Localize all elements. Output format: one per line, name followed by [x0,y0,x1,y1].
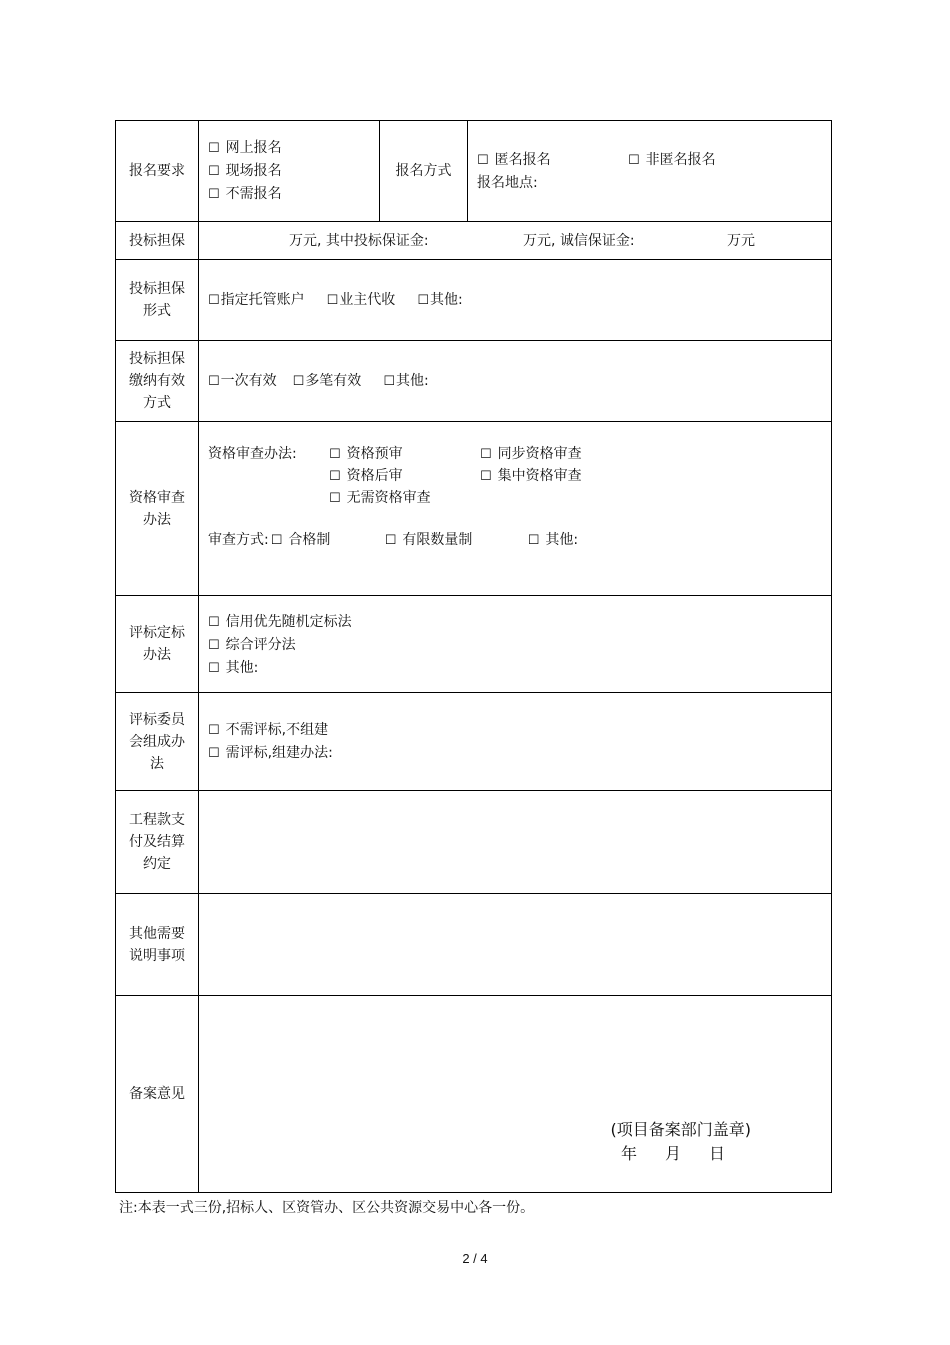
label-registration-method: 报名方式 [380,121,468,222]
option-sync-review[interactable]: ☐ 同步资格审查 [480,446,582,462]
evaluation-options [199,596,832,693]
filing-form-table [115,120,832,1193]
registration-method-options [468,121,832,222]
option-anonymous[interactable]: ☐ 匿名报名 [477,151,551,168]
option-limited-quantity[interactable]: ☐ 有限数量制 [384,532,473,548]
checkbox-icon[interactable]: ☐ [208,292,220,308]
label-guarantee-payment: 投标担保 缴纳有效 方式 [116,341,199,422]
guarantee-unit-3: 万元 [727,233,755,249]
option-credit-random[interactable]: ☐ 信用优先随机定标法 [208,614,352,630]
checkbox-icon[interactable]: ☐ [480,447,492,462]
label-record: 备案意见 [116,996,199,1193]
checkbox-icon[interactable]: ☐ [329,491,341,506]
page-number: 2 / 4 [462,1251,488,1266]
option-qualified[interactable]: ☐ 合格制 [270,532,331,548]
option-once-valid[interactable]: ☐一次有效 [208,372,277,389]
option-no-committee[interactable]: ☐ 不需评标,不组建 [208,721,329,738]
option-prequalification[interactable]: ☐ 资格预审 [329,446,403,462]
label-guarantee: 投标担保 [116,222,199,260]
option-multi-valid[interactable]: ☐多笔有效 [292,372,362,389]
method-line [477,149,831,172]
label-evaluation: 评标定标 办法 [116,596,199,693]
checkbox-icon[interactable]: ☐ [527,533,540,548]
option-review-other[interactable]: ☐ 其他: [527,532,579,548]
checkbox-icon[interactable]: ☐ [208,745,220,761]
row-guarantee-payment [116,341,832,422]
payment-content[interactable] [199,791,832,894]
option-central-review[interactable]: ☐ 集中资格审查 [480,468,582,484]
checkbox-icon[interactable]: ☐ [628,152,640,168]
row-other [116,894,832,996]
checkbox-icon[interactable]: ☐ [270,533,283,548]
option-onsite[interactable]: ☐ 现场报名 [208,162,282,179]
option-none[interactable]: ☐ 不需报名 [208,185,282,202]
guarantee-unit-1: 万元, 其中投标保证金: [289,233,429,249]
guarantee-amounts [199,222,832,260]
checkbox-icon[interactable]: ☐ [480,469,492,484]
row-evaluation [116,596,832,693]
label-payment: 工程款支 付及结算 约定 [116,791,199,894]
checkbox-icon[interactable]: ☐ [383,373,395,389]
row-record [116,996,832,1193]
option-evaluation-other[interactable]: ☐ 其他: [208,660,259,676]
checkbox-icon[interactable]: ☐ [329,447,341,462]
guarantee-payment-options [199,341,832,422]
qualification-method-label: 资格审查办法: [208,446,297,462]
option-no-review[interactable]: ☐ 无需资格审查 [329,490,431,506]
checkbox-icon[interactable]: ☐ [292,373,305,389]
committee-options [199,693,832,791]
checkbox-icon[interactable]: ☐ [417,292,429,308]
option-non-anonymous[interactable]: ☐ 非匿名报名 [628,151,716,168]
guarantee-form-options [199,260,832,341]
review-method-line: 审查方式: ☐ 合格制 ☐ 有限数量制 ☐ 其他: [208,529,831,552]
label-committee: 评标委员 会组成办 法 [116,693,199,791]
checkbox-icon[interactable]: ☐ [208,373,220,389]
registration-location: 报名地点: [477,174,538,191]
guarantee-unit-2: 万元, 诚信保证金: [523,233,635,249]
label-guarantee-form: 投标担保 形式 [116,260,199,341]
row-payment [116,791,832,894]
checkbox-icon[interactable]: ☐ [326,292,339,308]
option-postqualification[interactable]: ☐ 资格后审 [329,468,403,484]
label-registration: 报名要求 [116,121,199,222]
checkbox-icon[interactable]: ☐ [384,533,397,548]
row-registration [116,121,832,222]
checkbox-icon[interactable]: ☐ [208,661,220,676]
date-line: 年 月 日 [620,1144,725,1163]
checkbox-icon[interactable]: ☐ [208,722,220,738]
checkbox-icon[interactable]: ☐ [208,163,220,179]
option-escrow-account[interactable]: ☐指定托管账户 [208,291,305,308]
option-other[interactable]: ☐其他: [383,372,429,389]
row-qualification [116,422,832,596]
qualification-options [199,422,832,596]
qualification-method-block [208,443,831,509]
row-guarantee-form [116,260,832,341]
other-content[interactable] [199,894,832,996]
option-owner-collect[interactable]: ☐业主代收 [326,291,396,308]
checkbox-icon[interactable]: ☐ [329,469,341,484]
option-form-committee[interactable]: ☐ 需评标,组建办法: [208,744,333,761]
footnote: 注:本表一式三份,招标人、区资管办、区公共资源交易中心各一份。 [119,1200,535,1216]
checkbox-icon[interactable]: ☐ [208,638,220,653]
checkbox-icon[interactable]: ☐ [208,140,220,156]
registration-options [199,121,380,222]
checkbox-icon[interactable]: ☐ [208,615,220,630]
option-comprehensive[interactable]: ☐ 综合评分法 [208,637,296,653]
checkbox-icon[interactable]: ☐ [477,152,489,168]
option-other[interactable]: ☐其他: [417,291,463,308]
stamp-text: (项目备案部门盖章) [610,1120,751,1139]
row-committee [116,693,832,791]
label-qualification: 资格审查 办法 [116,422,199,596]
row-guarantee [116,222,832,260]
record-content [199,996,832,1193]
checkbox-icon[interactable]: ☐ [208,186,220,202]
option-online[interactable]: ☐ 网上报名 [208,139,282,156]
label-other: 其他需要 说明事项 [116,894,199,996]
